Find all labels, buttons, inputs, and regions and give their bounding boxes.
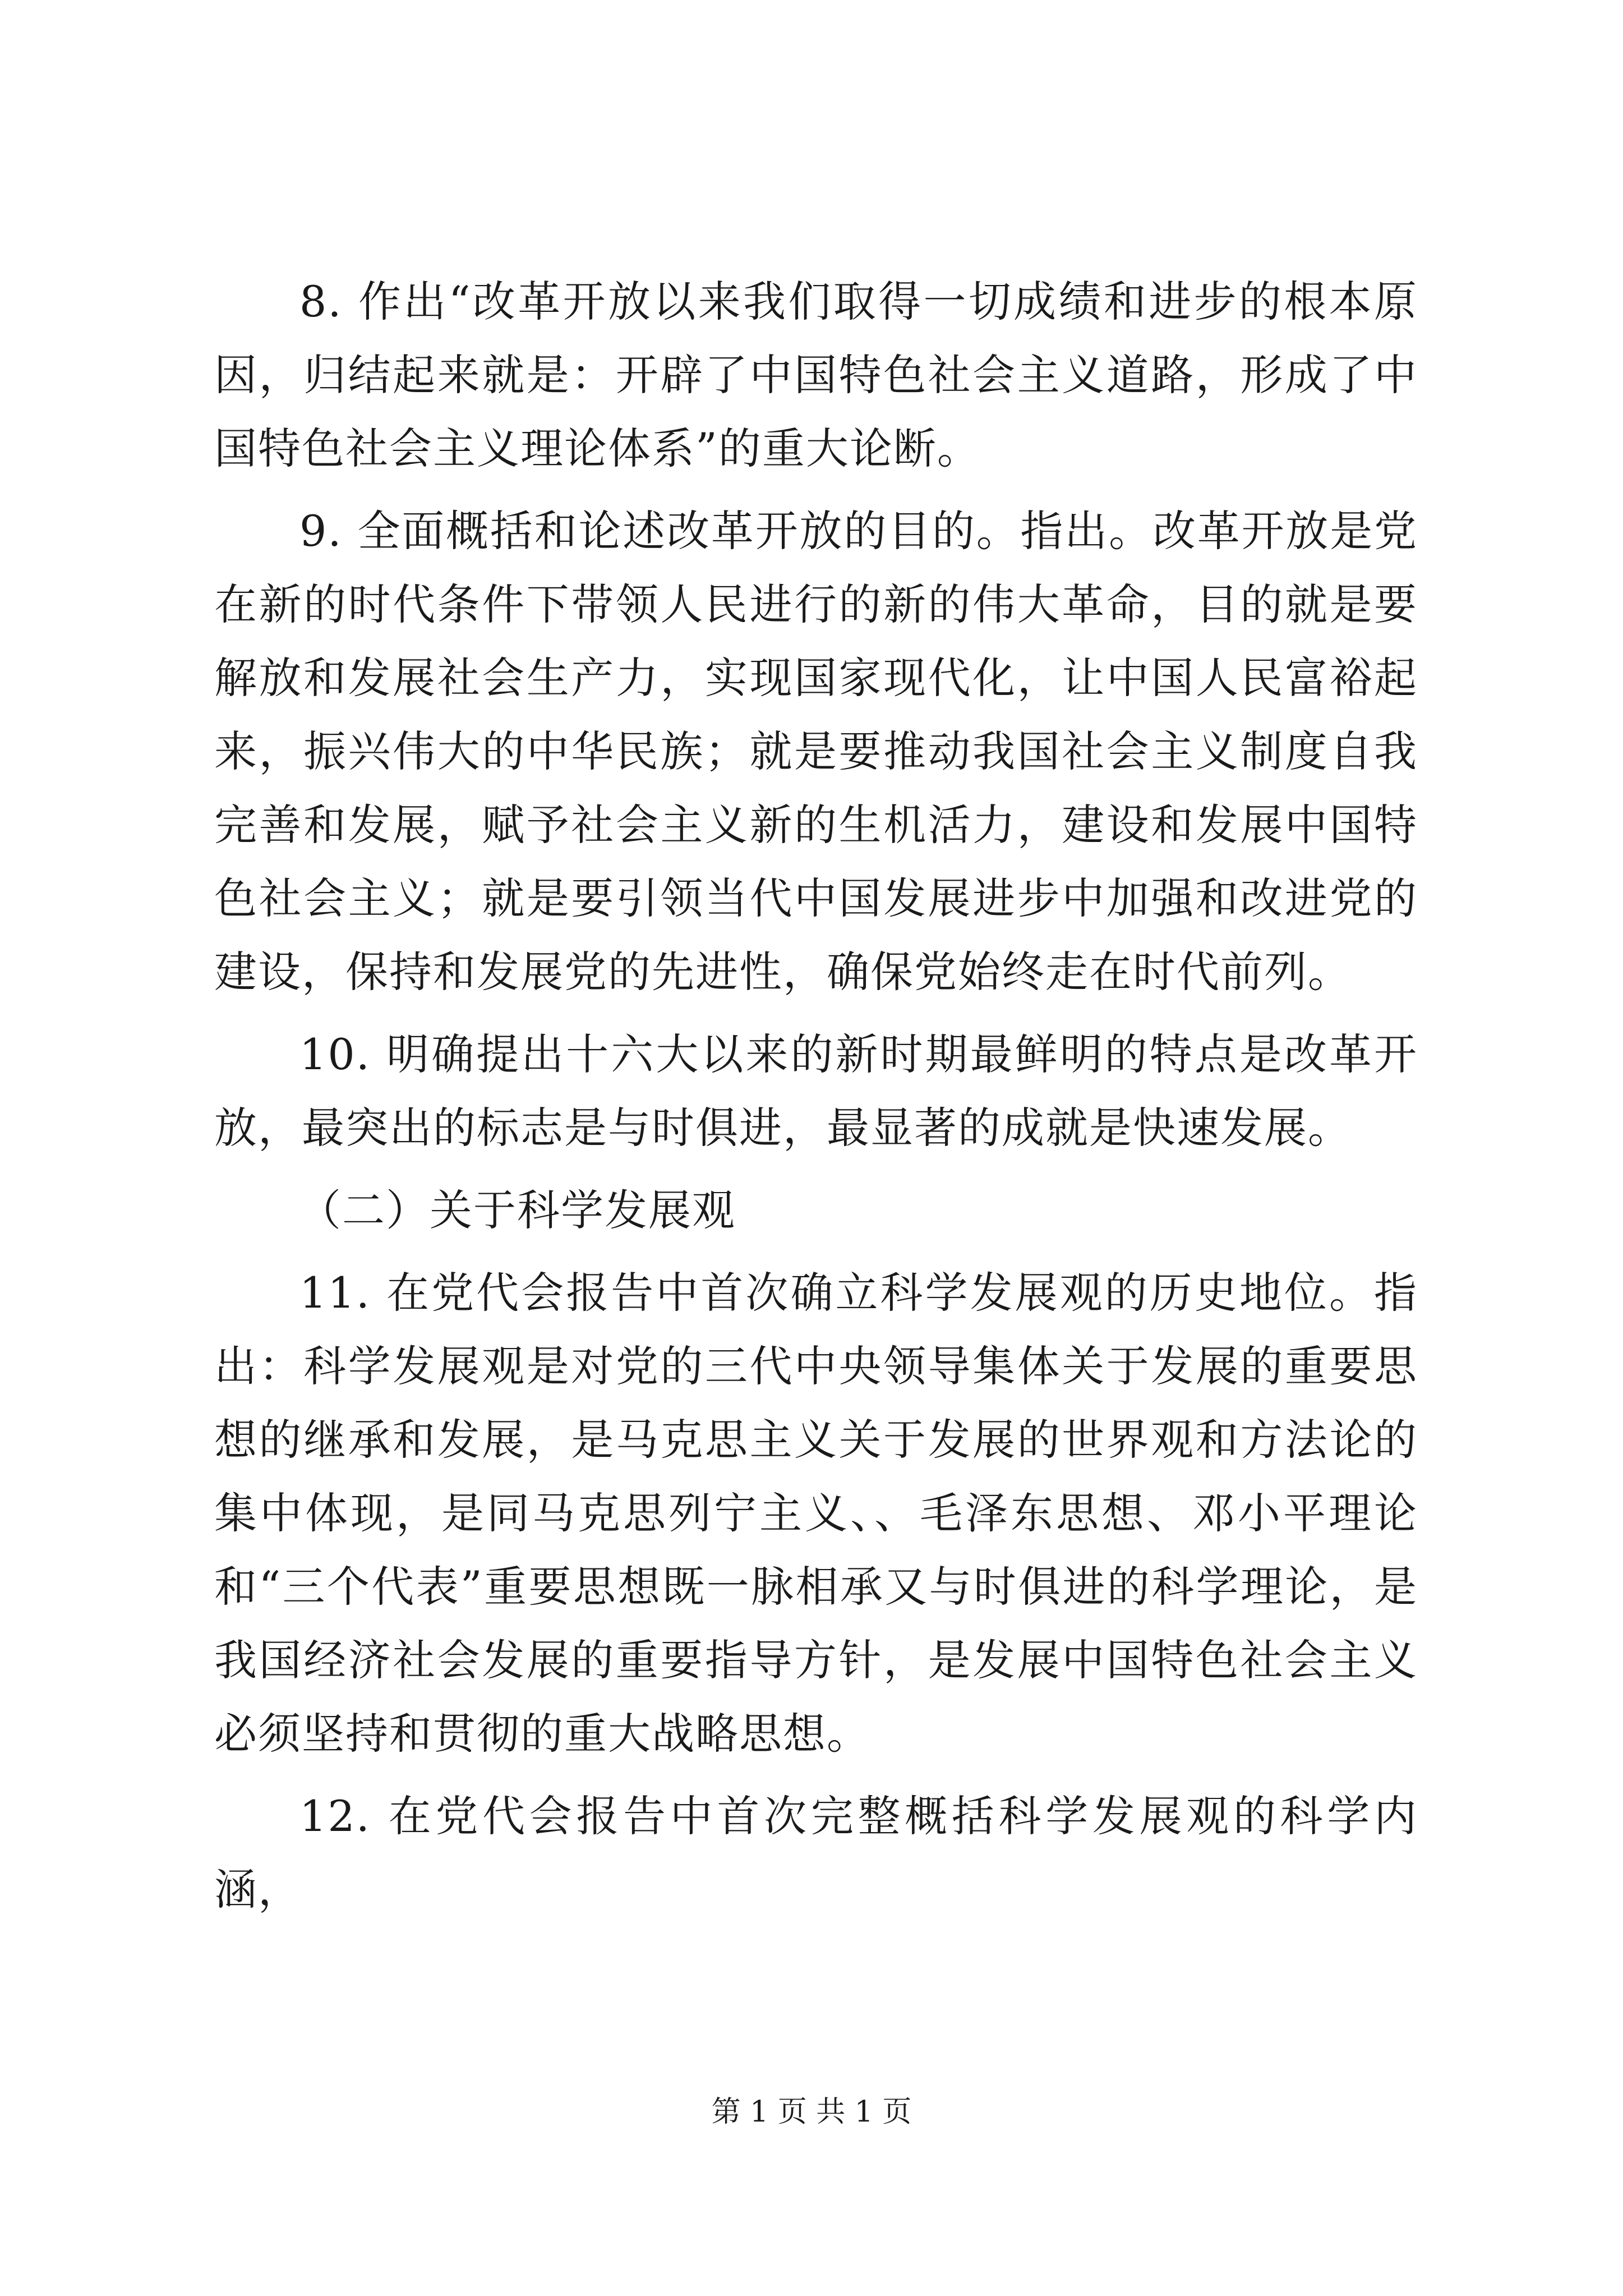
section-heading: （二）关于科学发展观 xyxy=(298,1185,736,1235)
page-footer: 第 1 页 共 1 页 xyxy=(711,2095,912,2129)
paragraph-10: 10. 明确提出十六大以来的新时期最鲜明的特点是改革开放，最突出的标志是与时俱进，最显著的成就是快速发展。 xyxy=(214,1029,1418,1153)
paragraph-12: 12. 在党代会报告中首次完整概括科学发展观的科学内涵， xyxy=(214,1791,1418,1915)
paragraph-11: 11. 在党代会报告中首次确立科学发展观的历史地位。指出：科学发展观是对党的三代中央领导集体关于发展的重要思想的继承和发展，是马克思主义关于发展的世界观和方法论的集中体现，是同马克思列宁主义、、毛泽东思想、邓小平理论和“三个代表”重要思想既一脉相承又与时俱进的科学理论，是我国经济社会发展的重要指导方针，是发展中国特色社会主义必须坚持和贯彻的重大战略思想。 xyxy=(214,1268,1418,1759)
paragraph-9: 9. 全面概括和论述改革开放的目的。指出。改革开放是党在新的时代条件下带领人民进行的新的伟大革命，目的就是要解放和发展社会生产力，实现国家现代化，让中国人民富裕起来，振兴伟大的中华民族；就是要推动我国社会主义制度自我完善和发展，赋予社会主义新的生机活力，建设和发展中国特色社会主义；就是要引领当代中国发展进步中加强和改进党的建设，保持和发展党的先进性，确保党始终走在时代前列。 xyxy=(214,506,1418,997)
paragraph-8: 8. 作出“改革开放以来我们取得一切成绩和进步的根本原因，归结起来就是：开辟了中国特色社会主义道路，形成了中国特色社会主义理论体系”的重大论断。 xyxy=(214,277,1418,473)
document-body xyxy=(214,265,1418,1926)
